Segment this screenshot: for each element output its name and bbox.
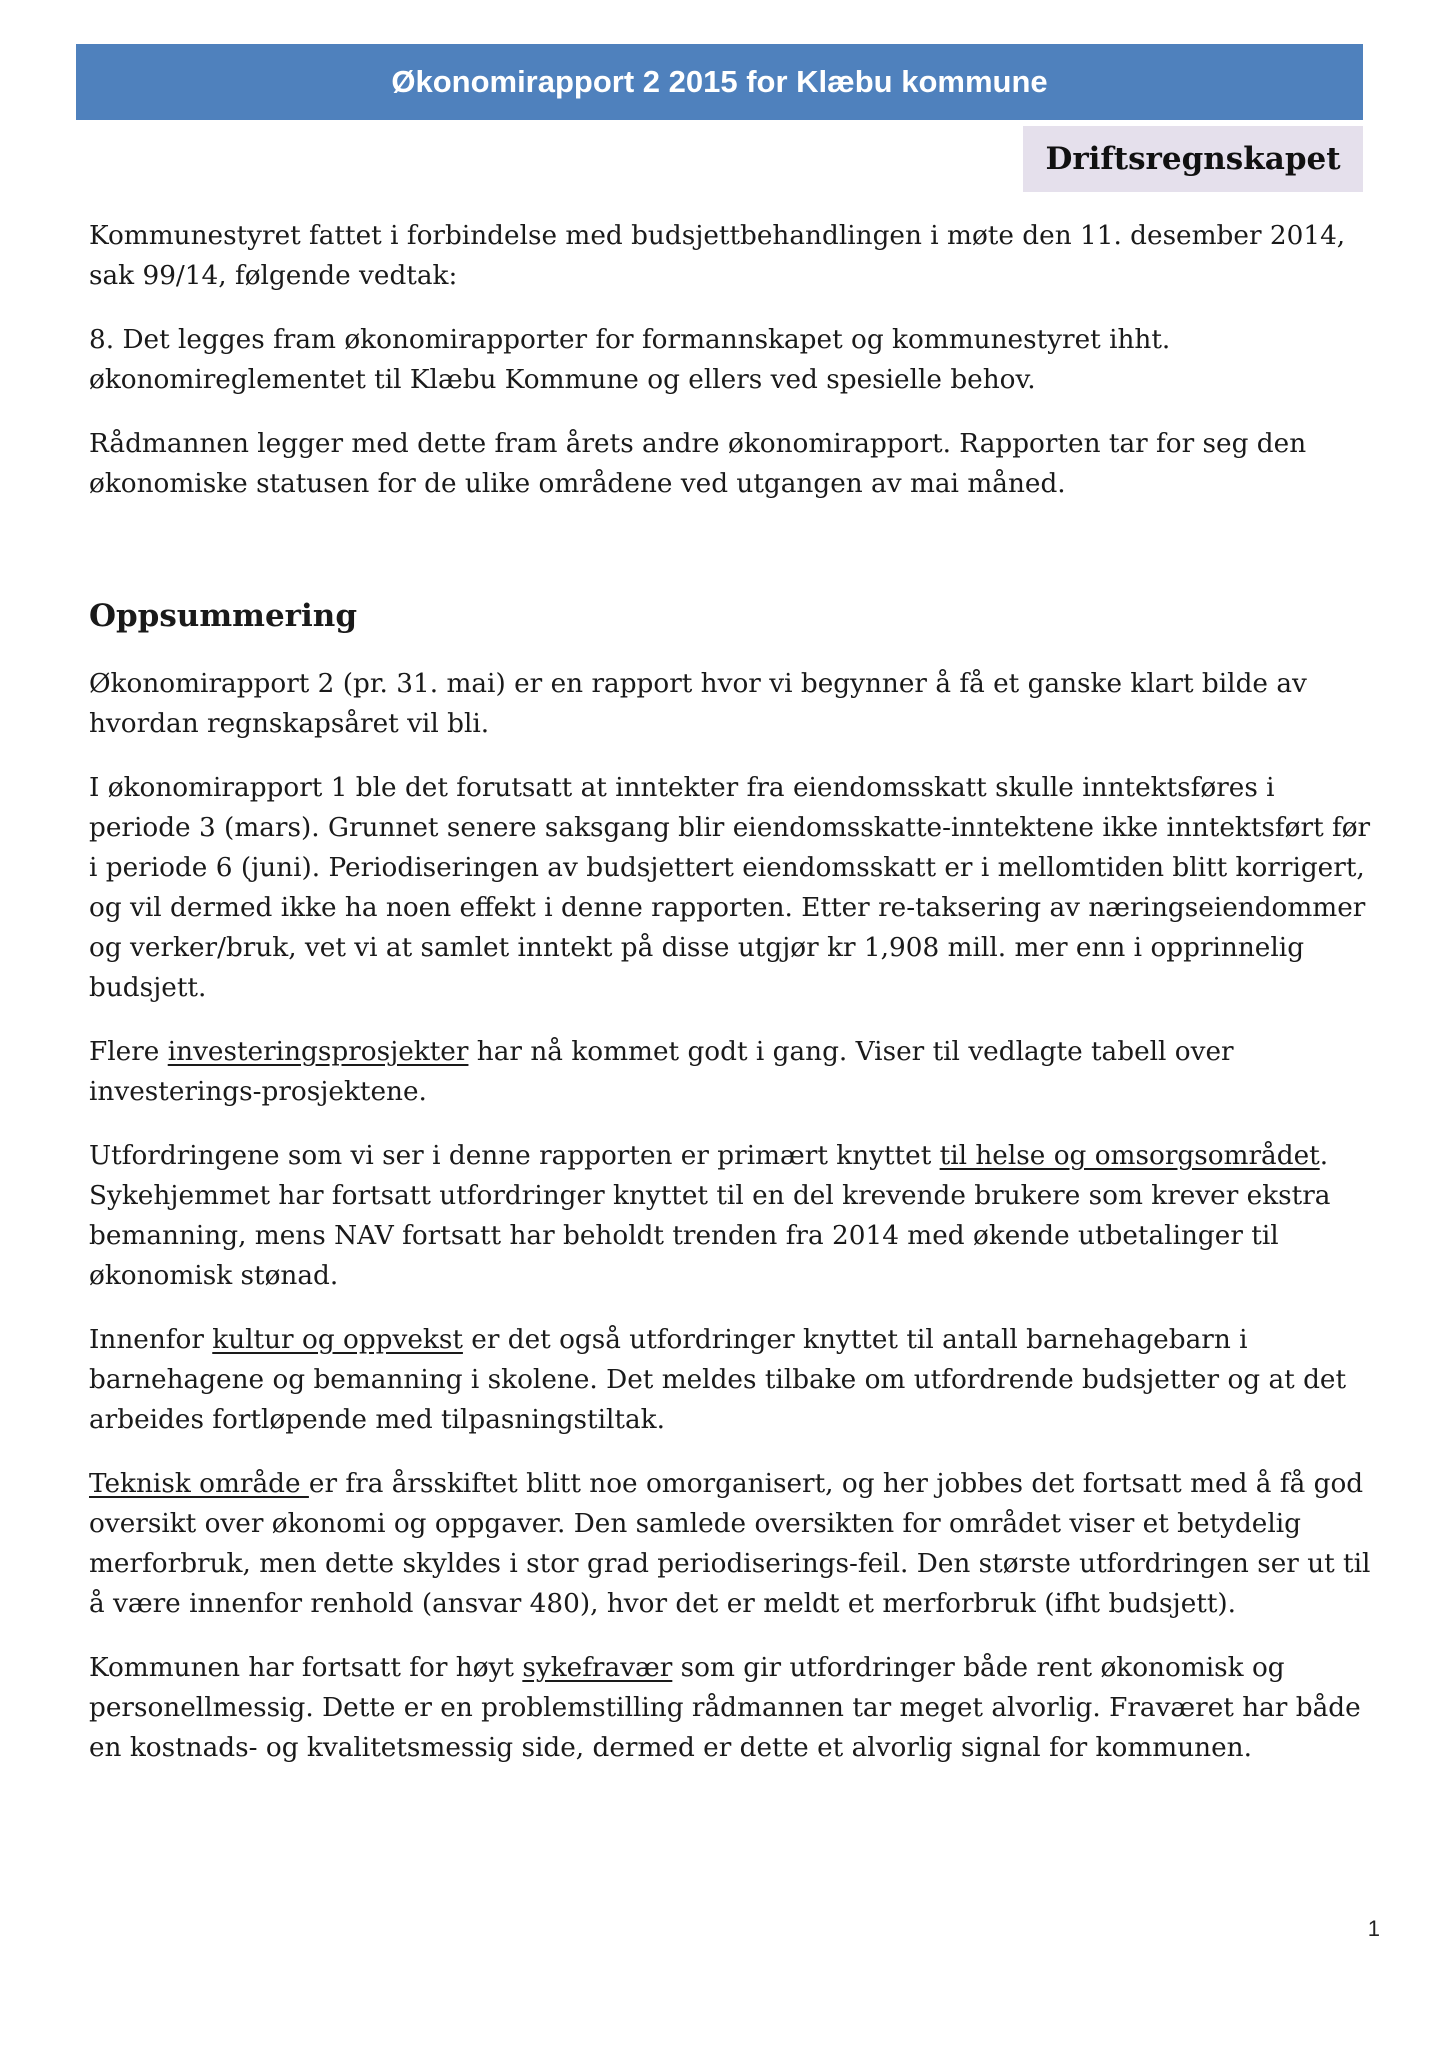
paragraph-text: Kommunen har fortsatt for høyt <box>89 1653 523 1683</box>
report-title: Økonomirapport 2 2015 for Klæbu kommune <box>391 64 1048 99</box>
technical-area-link[interactable]: Teknisk område <box>89 1469 309 1499</box>
paragraph-text: . Sykehjemmet har fortsatt utfordringer knyttet til en del krevende brukere som krever ekstra bemanning, mens NAV fortsatt har beholdt trenden fra 2014 med økende utbetalinger til økonomisk stønad. <box>89 1141 1331 1291</box>
paragraph-text: som gir utfordringer både rent økonomisk og personellmessig. Dette er en problemstilling rådmannen tar meget alvorlig. Fraværet har både en kostnads- og kvalitetsmessig side, dermed er dette et alvorlig signal for kommunen. <box>89 1653 1361 1763</box>
page-number: 1 <box>1367 1916 1380 1941</box>
summary-paragraph-2: I økonomirapport 1 ble det forutsatt at inntekter fra eiendomsskatt skulle inntektsføres i periode 3 (mars). Grunnet senere saksgang blir eiendomsskatte-inntektene ikke inntektsført før i periode 6 (juni). Periodiseringen av budsjettert eiendomsskatt er i mellomtiden blitt korrigert, og vil dermed ikke ha noen effekt i denne rapporten. Etter re-taksering av næringseiendommer og verker/bruk, vet vi at samlet inntekt på disse utgjør kr 1,908 mill. mer enn i opprinnelig budsjett. <box>89 773 1371 1003</box>
summary-paragraph-1: Økonomirapport 2 (pr. 31. mai) er en rapport hvor vi begynner å få et ganske klart bilde av hvordan regnskapsåret vil bli. <box>89 669 1307 739</box>
paragraph-text: er det også utfordringer knyttet til antall barnehagebarn i barnehagene og bemanning i skolene. Det meldes tilbake om utfordrende budsjetter og at det arbeides fortløpende med tilpasningstiltak. <box>89 1325 1347 1435</box>
section-label <box>1023 126 1363 192</box>
summary-paragraph-6 <box>89 1464 1379 1624</box>
paragraph-text: Utfordringene som vi ser i denne rapporten er primært knyttet <box>89 1141 940 1171</box>
report-title-banner <box>76 44 1363 120</box>
paragraph-text: er fra årsskiftet blitt noe omorganisert, og her jobbes det fortsatt med å få god oversikt over økonomi og oppgaver. Den samlede oversikten for området viser et betydelig merforbruk, men dette skyldes i stor grad periodiserings-feil. Den største utfordringen ser ut til å være innenfor renhold (ansvar 480), hvor det er meldt et merforbruk (ifht budsjett). <box>89 1469 1371 1619</box>
summary-paragraph-5 <box>89 1320 1379 1440</box>
document-body <box>89 216 1379 1792</box>
paragraph-text: Flere <box>89 1037 168 1067</box>
section-label-text: Driftsregnskapet <box>1045 141 1341 177</box>
intro-paragraph-2: 8. Det legges fram økonomirapporter for formannskapet og kommunestyret ihht. økonomireglementet til Klæbu Kommune og ellers ved spesielle behov. <box>89 325 1171 395</box>
culture-education-link[interactable]: kultur og oppvekst <box>212 1325 463 1355</box>
paragraph-text: har nå kommet godt i gang. Viser til vedlagte tabell over investerings-prosjektene. <box>89 1037 1234 1107</box>
intro-paragraph-3: Rådmannen legger med dette fram årets andre økonomirapport. Rapporten tar for seg den økonomiske statusen for de ulike områdene ved utgangen av mai måned. <box>89 429 1307 499</box>
health-care-link[interactable]: til helse og omsorgsområdet <box>939 1141 1320 1171</box>
investment-projects-link[interactable]: investeringsprosjekter <box>167 1037 469 1067</box>
summary-paragraph-3 <box>89 1032 1379 1112</box>
sick-leave-link[interactable]: sykefravær <box>522 1653 673 1683</box>
summary-paragraph-7 <box>89 1648 1379 1768</box>
summary-paragraph-4 <box>89 1136 1379 1296</box>
paragraph-text: Innenfor <box>89 1325 213 1355</box>
intro-paragraph-1: Kommunestyret fattet i forbindelse med budsjettbehandlingen i møte den 11. desember 2014, sak 99/14, følgende vedtak: <box>89 221 1346 291</box>
summary-heading: Oppsummering <box>89 598 357 634</box>
